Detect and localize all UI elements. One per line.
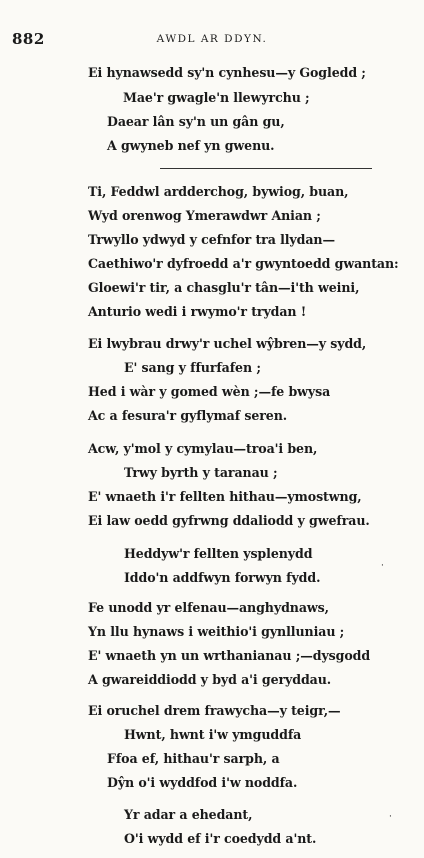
verse-line: Ffoa ef, hithau'r sarph, a [107,751,280,766]
verse-line: Fe unodd yr elfenau—anghydnaws, [88,600,329,615]
verse-line: Gloewi'r tir, a chasglu'r tân—i'th weini, [88,280,360,295]
print-speck: · [389,812,392,822]
verse-line: E' wnaeth yn un wrthanianau ;—dysgodd [88,648,371,663]
print-speck: · [381,561,384,571]
verse-line: Anturio wedi i rwymo'r trydan ! [88,304,307,319]
verse-line: Yn llu hynaws i weithio'i gynlluniau ; [88,624,345,639]
verse-line: Ac a fesura'r gyflymaf seren. [88,408,288,423]
verse-line: Trwyllo ydwyd y cefnfor tra llydan— [88,232,335,247]
verse-line: Dŷn o'i wyddfod i'w noddfa. [107,775,298,790]
verse-line: Ei oruchel drem frawycha—y teigr,— [88,703,341,718]
verse-line: Daear lân sy'n un gân gu, [107,114,285,129]
verse-line: Wyd orenwog Ymerawdwr Anian ; [88,208,321,223]
running-title: AWDL AR DDYN. [156,33,268,45]
verse-line: Heddyw'r fellten ysplenydd [124,546,313,561]
verse-line: A gwareiddiodd y byd a'i geryddau. [88,672,332,687]
verse-line: Trwy byrth y taranau ; [124,465,278,480]
verse-line: Hed i wàr y gomed wèn ;—fe bwysa [88,384,331,399]
verse-line: Acw, y'mol y cymylau—troa'i ben, [88,441,318,456]
verse-line: Ei hynawsedd sy'n cynhesu—y Gogledd ; [88,65,366,80]
verse-line: E' wnaeth i'r fellten hithau—ymostwng, [88,489,362,504]
verse-line: Caethiwo'r dyfroedd a'r gwyntoedd gwantan: [88,256,399,271]
verse-line: Ei lwybrau drwy'r uchel wŷbren—y sydd, [88,336,367,351]
verse-line: E' sang y ffurfafen ; [124,360,261,375]
verse-line: Iddo'n addfwyn forwyn fydd. [124,570,321,585]
verse-line: Ti, Feddwl ardderchog, bywiog, buan, [88,184,349,199]
verse-line: O'i wydd ef i'r coedydd a'nt. [124,831,317,846]
section-divider [160,168,372,169]
verse-line: Hwnt, hwnt i'w ymguddfa [124,727,302,742]
verse-line: Yr adar a ehedant, [124,807,253,822]
verse-line: A gwyneb nef yn gwenu. [107,138,275,153]
verse-line: Mae'r gwagle'n llewyrchu ; [123,90,310,105]
page-header [0,30,424,50]
verse-line: Ei law oedd gyfrwng ddaliodd y gwefrau. [88,513,370,528]
page-number: 882 [12,30,45,48]
